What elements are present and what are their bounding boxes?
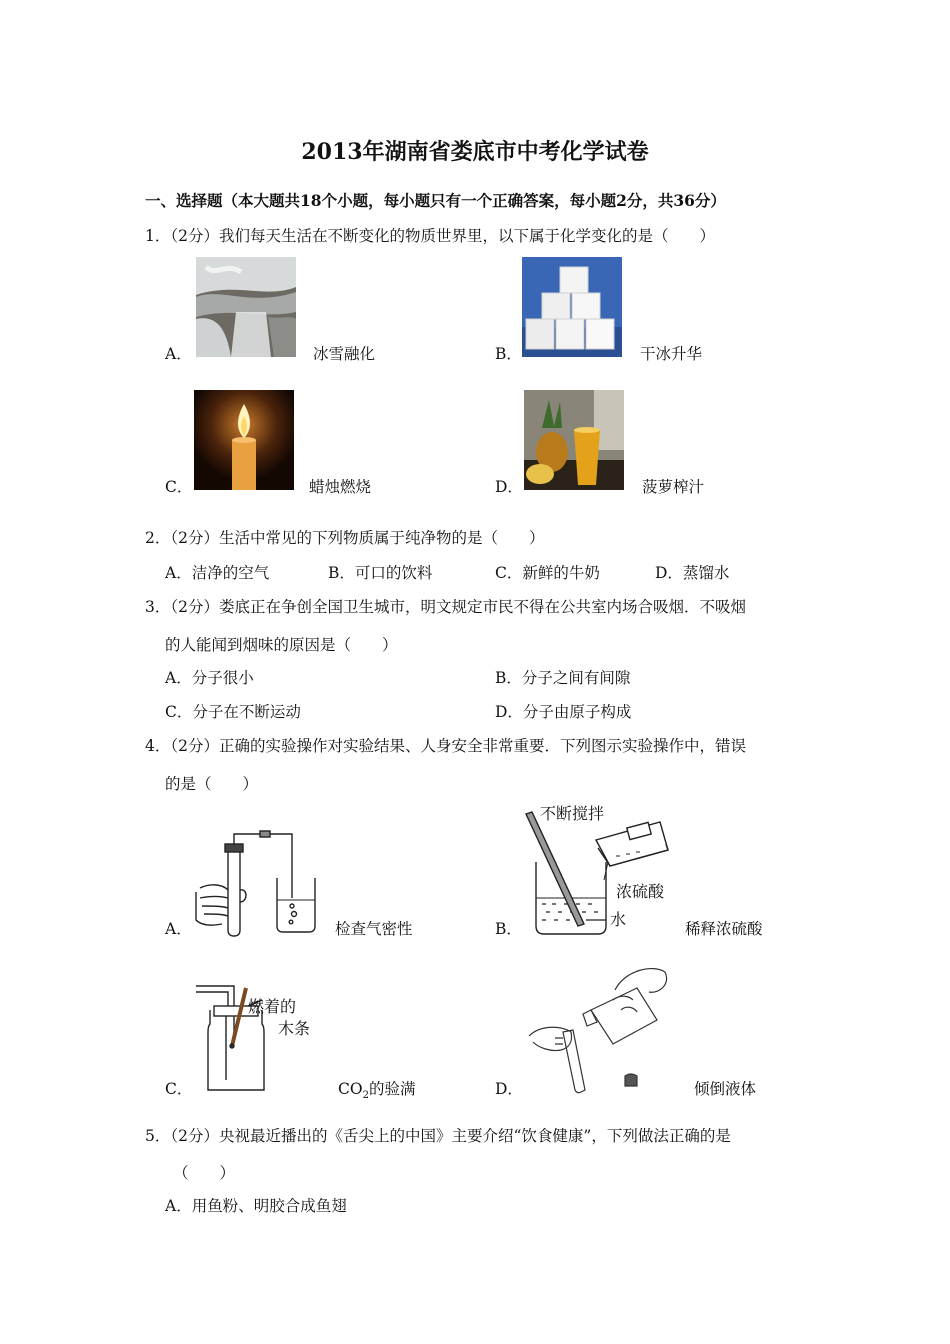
q1-option-a-text: 冰雪融化: [313, 345, 376, 363]
label-burning-stick-1: 燃着的: [248, 997, 297, 1016]
q1-option-c-letter: C．: [165, 478, 193, 496]
question-1-stem: 1．（2分）我们每天生活在不断变化的物质世界里，以下属于化学变化的是（ ）: [145, 227, 715, 245]
q1-option-b-text: 干冰升华: [640, 345, 703, 363]
q3-option-d: D．分子由原子构成: [495, 703, 632, 721]
q1-option-c-text: 蜡烛燃烧: [309, 478, 372, 496]
question-2-stem: 2．（2分）生活中常见的下列物质属于纯净物的是（ ）: [145, 529, 545, 547]
q4-option-a-letter: A．: [165, 920, 192, 938]
q1-option-a-letter: A．: [165, 345, 192, 363]
q1-option-d-text: 菠萝榨汁: [642, 478, 705, 496]
q1-option-b-letter: B．: [495, 345, 522, 363]
question-3-stem-line1: 3．（2分）娄底正在争创全国卫生城市，明文规定市民不得在公共室内场合吸烟．不吸烟: [145, 598, 746, 616]
q4-option-b-letter: B．: [495, 920, 522, 938]
ice-snow-melting-image: [196, 257, 296, 357]
q3-option-c: C．分子在不断运动: [165, 703, 301, 721]
question-3-stem-line2: 的人能闻到烟味的原因是（ ）: [165, 636, 398, 654]
pineapple-juice-image: [524, 390, 624, 490]
q5-option-a: A．用鱼粉、明胶合成鱼翅: [165, 1197, 347, 1215]
label-concentrated-acid: 浓硫酸: [616, 882, 665, 901]
q4-option-d-text: 倾倒液体: [694, 1080, 757, 1098]
q3-option-b: B．分子之间有间隙: [495, 669, 631, 687]
q2-option-c: C．新鲜的牛奶: [495, 564, 600, 582]
label-water: 水: [610, 910, 627, 929]
label-continuous-stirring: 不断搅拌: [540, 804, 605, 823]
section-heading: 一、选择题（本大题共18个小题，每小题只有一个正确答案，每小题2分，共36分）: [145, 191, 726, 210]
pouring-liquid-diagram: [525, 960, 675, 1095]
q4-option-d-letter: D．: [495, 1080, 523, 1098]
question-5-stem-line2: （ ）: [173, 1164, 236, 1182]
q4-option-b-text: 稀释浓硫酸: [685, 920, 763, 938]
q2-option-a: A．洁净的空气: [165, 564, 270, 582]
q4-option-c-text: $CO_2$的验满: [338, 1080, 416, 1102]
airtightness-check-diagram: [192, 828, 322, 938]
q2-option-b: B．可口的饮料: [328, 564, 433, 582]
burning-candle-image: [194, 390, 294, 490]
question-5-stem: 5．（2分）央视最近播出的《舌尖上的中国》主要介绍“饮食健康”，下列做法正确的是: [145, 1127, 731, 1145]
q4-option-c-letter: C．: [165, 1080, 193, 1098]
q1-option-d-letter: D．: [495, 478, 523, 496]
question-4-stem-line1: 4．（2分）正确的实验操作对实验结果、人身安全非常重要．下列图示实验操作中，错误: [145, 737, 746, 755]
page-title: 2013年湖南省娄底市中考化学试卷: [301, 139, 649, 165]
q3-option-a: A．分子很小: [165, 669, 254, 687]
question-4-stem-line2: 的是（ ）: [165, 775, 259, 793]
q2-option-d: D．蒸馏水: [655, 564, 730, 582]
dry-ice-cubes-image: [522, 257, 622, 357]
label-burning-stick-2: 木条: [278, 1019, 311, 1038]
q4-option-a-text: 检查气密性: [335, 920, 413, 938]
